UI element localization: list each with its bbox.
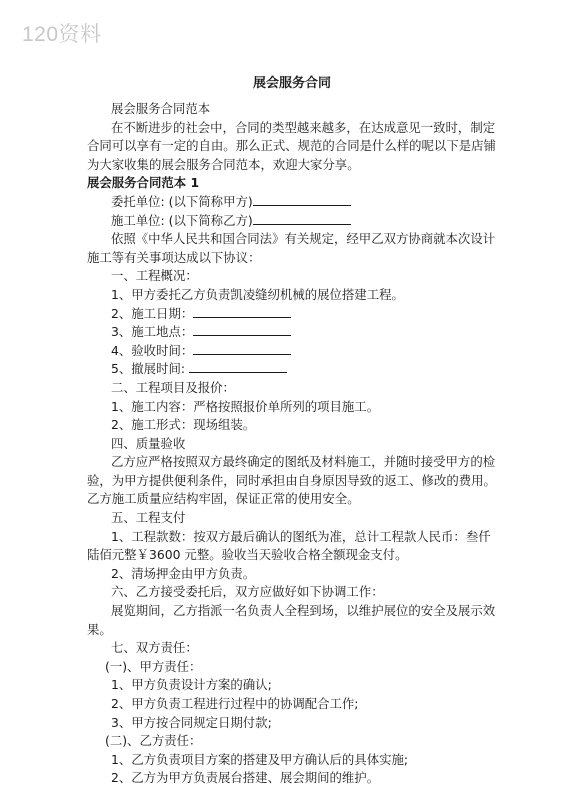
clause-heading: 一、工程概况： bbox=[111, 268, 198, 284]
agreement-paragraph: 依照《中华人民共和国合同法》有关规定，经甲乙双方协商就本次设计施工等有关事项达成以下协议： bbox=[87, 231, 496, 265]
sub-heading: (二)、乙方责任： bbox=[105, 733, 202, 749]
contractor-line bbox=[87, 212, 497, 231]
clause-heading: 二、工程项目及报价： bbox=[111, 379, 235, 395]
client-line bbox=[87, 193, 497, 212]
clause-item: 2、施工形式：现场组装。 bbox=[111, 417, 256, 433]
client-label: 委托单位: (以下简称甲方) bbox=[111, 193, 253, 209]
clause-heading: 五、工程支付 bbox=[111, 510, 186, 526]
date-label: 2、施工日期： bbox=[111, 305, 194, 321]
dismantle-blank[interactable] bbox=[189, 360, 287, 373]
clause-item: 1、施工内容：严格按照报价单所列的项目施工。 bbox=[111, 398, 380, 414]
clause-item: 1、甲方负责设计方案的确认; bbox=[111, 677, 272, 693]
subtitle: 展会服务合同范本 bbox=[111, 101, 211, 116]
clause-item: 1、乙方负责项目方案的搭建及甲方确认后的具体实施; bbox=[111, 751, 409, 767]
dismantle-line bbox=[87, 360, 497, 379]
document-body bbox=[87, 100, 497, 788]
dismantle-label: 5、撤展时间: bbox=[111, 361, 189, 377]
quality-paragraph: 乙方应严格按照双方最终确定的图纸及材料施工，并随时接受甲方的检验，为甲方提供便利条件，同时承担由自身原因导致的返工、修改的费用。乙方施工质量应结构牢固，保证正常的使用安全。 bbox=[87, 454, 496, 507]
payment-paragraph: 1、工程款数：按双方最后确认的图纸为准，总计工程款人民币：叁仟陆佰元整￥3600 元整。验收当天验收合格全额现金支付。 bbox=[87, 528, 491, 563]
clause-item: 1、甲方委托乙方负责凯凌缝纫机械的展位搭建工程。 bbox=[111, 286, 404, 302]
sub-heading: (一)、甲方责任： bbox=[105, 658, 202, 674]
date-line bbox=[87, 305, 497, 324]
inspection-blank[interactable] bbox=[193, 342, 291, 355]
date-blank[interactable] bbox=[193, 305, 291, 318]
inspection-label: 4、验收时间： bbox=[111, 342, 194, 358]
contractor-blank[interactable] bbox=[253, 212, 351, 225]
site-blank[interactable] bbox=[193, 323, 291, 336]
clause-heading: 七、双方责任： bbox=[111, 640, 198, 656]
watermark-logo: 120资料 bbox=[22, 23, 102, 46]
inspection-line bbox=[87, 342, 497, 361]
section-heading: 展会服务合同范本 1 bbox=[87, 175, 200, 191]
clause-item: 2、甲方负责工程进行过程中的协调配合工作; bbox=[111, 696, 359, 711]
coordination-paragraph: 展览期间，乙方指派一名负责人全程到场，以维护展位的安全及展示效果。 bbox=[87, 603, 496, 637]
client-blank[interactable] bbox=[253, 193, 351, 206]
clause-item: 2、乙方为甲方负责展台搭建、展会期间的维护。 bbox=[111, 770, 380, 786]
contractor-label: 施工单位: (以下简称乙方) bbox=[111, 212, 253, 228]
clause-item: 2、清场押金由甲方负责。 bbox=[111, 565, 256, 581]
site-line bbox=[87, 323, 497, 342]
intro-paragraph: 在不断进步的社会中，合同的类型越来越多，在达成意见一致时，制定合同可以享有一定的自由。那么正式、规范的合同是什么样的呢以下是店铺为大家收集的展会服务合同范本，欢迎大家分享。 bbox=[87, 119, 496, 172]
clause-heading: 四、质量验收 bbox=[111, 435, 186, 451]
clause-item: 3、甲方按合同规定日期付款; bbox=[111, 714, 272, 730]
clause-heading: 六、乙方接受委托后，双方应做好如下协调工作： bbox=[111, 584, 384, 600]
document-title: 展会服务合同 bbox=[252, 76, 331, 91]
site-label: 3、施工地点： bbox=[111, 324, 194, 340]
